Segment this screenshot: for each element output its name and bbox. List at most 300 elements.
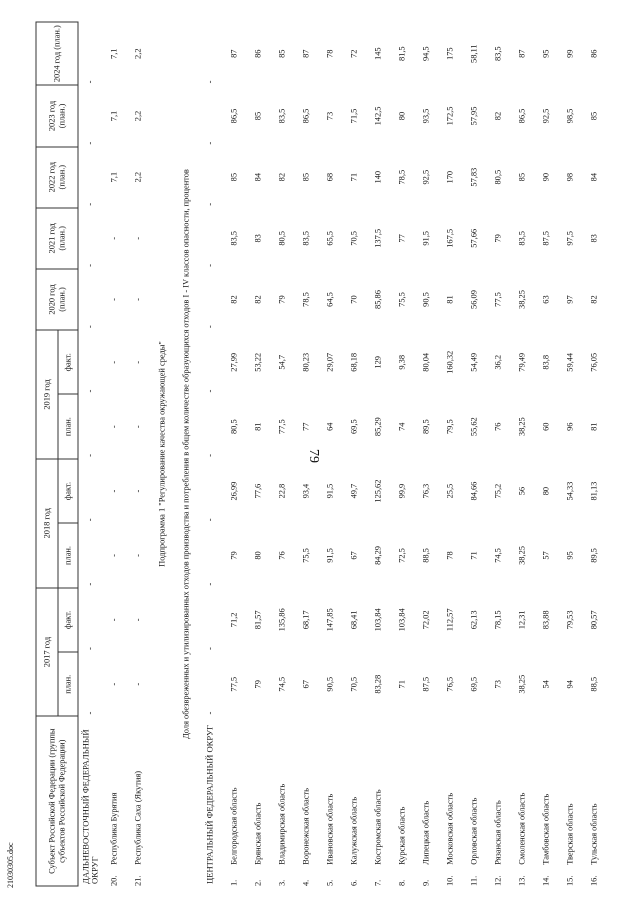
- value-cell: 82: [229, 295, 239, 304]
- subheader-plan: план.: [58, 523, 78, 587]
- value-cell: 68,41: [349, 610, 359, 630]
- value-cell: 54,49: [469, 352, 479, 372]
- region-name: Владимирская область: [277, 783, 287, 865]
- value-cell: 83,5: [493, 46, 503, 62]
- section-title: ДАЛЬНЕВОСТОЧНЫЙ ФЕДЕРАЛЬНЫЙ ОКРУГ: [80, 729, 100, 884]
- value-cell: 76,3: [421, 483, 431, 499]
- value-cell: 86: [589, 49, 599, 58]
- region-name: Костромская область: [373, 789, 383, 865]
- subheader-fact: факт.: [58, 459, 78, 523]
- value-cell: 57,66: [469, 228, 479, 248]
- region-name: Ивановская область: [325, 793, 335, 865]
- value-cell: 89,5: [589, 548, 599, 563]
- value-cell: 25,5: [445, 483, 455, 499]
- value-cell: -: [84, 325, 95, 329]
- value-cell: 81,13: [589, 481, 599, 501]
- value-cell: 77,6: [253, 483, 263, 499]
- table-row: [319, 22, 343, 886]
- value-cell: 71,5: [349, 108, 359, 124]
- value-cell: 79: [229, 551, 239, 560]
- value-cell: 86,5: [301, 108, 311, 124]
- value-cell: 172,5: [445, 106, 455, 126]
- region-name: Брянская область: [253, 802, 263, 865]
- value-cell: 79,53: [565, 610, 575, 630]
- region-name: Курская область: [397, 806, 407, 865]
- value-cell: 64,5: [325, 292, 335, 307]
- subject-column-header: Субъект Российской Федерации (группы субъектов Российской Федерации): [36, 716, 78, 886]
- row-number: 12.: [493, 875, 503, 886]
- value-cell: 49,7: [349, 483, 359, 499]
- value-cell: 82: [277, 172, 287, 182]
- value-cell: 69,5: [469, 676, 479, 692]
- value-cell: 99,9: [397, 483, 407, 499]
- value-cell: 71: [397, 680, 407, 689]
- value-cell: 77,5: [277, 419, 287, 435]
- value-cell: 54,33: [565, 481, 575, 501]
- value-cell: 91,5: [325, 548, 335, 563]
- value-cell: 85: [277, 49, 287, 58]
- value-cell: 82: [493, 111, 503, 121]
- value-cell: -: [109, 489, 119, 493]
- value-cell: 135,86: [277, 608, 287, 632]
- value-cell: 93,5: [421, 108, 431, 124]
- row-number: 11.: [469, 875, 479, 886]
- region-name: Республика Саха (Якутия): [133, 770, 143, 865]
- year-header-2017: 2017 год: [36, 588, 58, 717]
- value-cell: 38,25: [517, 546, 527, 565]
- value-cell: 79,49: [517, 352, 527, 372]
- value-cell: 73: [493, 680, 503, 689]
- value-cell: 68,17: [301, 610, 311, 630]
- region-name: Белгородская область: [229, 787, 239, 865]
- table-row: [439, 22, 463, 886]
- value-cell: 82: [253, 295, 263, 304]
- value-cell: -: [84, 141, 95, 145]
- value-cell: 81: [589, 422, 599, 431]
- value-cell: 7,1: [109, 110, 119, 122]
- value-cell: 9,38: [397, 354, 407, 370]
- year-header-2019: 2019 год: [36, 330, 58, 459]
- value-cell: 72,02: [421, 610, 431, 630]
- value-cell: 83,5: [229, 231, 239, 246]
- value-cell: 77: [397, 234, 407, 243]
- value-cell: 29,07: [325, 352, 335, 372]
- value-cell: 85: [517, 172, 527, 182]
- value-cell: 77,5: [493, 292, 503, 307]
- region-name: Тульская область: [589, 803, 599, 865]
- row-number: 8.: [397, 879, 407, 886]
- value-cell: 78: [325, 49, 335, 58]
- region-name: Орловская область: [469, 797, 479, 865]
- value-cell: 65,5: [325, 231, 335, 246]
- value-cell: -: [109, 618, 119, 622]
- value-cell: 54,7: [277, 354, 287, 370]
- value-cell: -: [109, 425, 119, 429]
- value-cell: 75,2: [493, 483, 503, 499]
- value-cell: 90,5: [325, 676, 335, 692]
- table-row: [535, 22, 559, 886]
- value-cell: 78,15: [493, 610, 503, 630]
- value-cell: 85: [301, 172, 311, 182]
- value-cell: 80,57: [589, 610, 599, 630]
- value-cell: 76,05: [589, 352, 599, 372]
- year-header-2022: 2022 год (план.): [36, 147, 78, 208]
- value-cell: 147,85: [325, 608, 335, 632]
- value-cell: 160,32: [445, 350, 455, 374]
- subprogram-title: Подпрограмма 1 "Регулирование качества окружающей среды": [157, 341, 167, 567]
- value-cell: 81: [253, 422, 263, 431]
- value-cell: 7,1: [109, 48, 119, 59]
- region-name: Московская область: [445, 792, 455, 865]
- value-cell: 86: [253, 49, 263, 58]
- value-cell: 72,5: [397, 548, 407, 563]
- value-cell: 60: [541, 422, 551, 431]
- row-number: 20.: [109, 875, 119, 886]
- value-cell: 55,62: [469, 417, 479, 437]
- value-cell: -: [204, 711, 215, 715]
- section-far-eastern: [78, 22, 103, 886]
- value-cell: -: [204, 80, 215, 84]
- value-cell: 88,5: [589, 676, 599, 692]
- table-row: [223, 22, 247, 886]
- value-cell: 77,5: [229, 676, 239, 692]
- value-cell: 68: [325, 172, 335, 182]
- value-cell: 79: [253, 680, 263, 689]
- subprogram-title-row: [151, 22, 175, 886]
- region-name: Липецкая область: [421, 800, 431, 865]
- value-cell: -: [109, 360, 119, 364]
- value-cell: 70,5: [349, 676, 359, 692]
- value-cell: 73: [325, 111, 335, 121]
- value-cell: 38,25: [517, 417, 527, 437]
- value-cell: -: [204, 518, 215, 522]
- value-cell: 7,1: [109, 171, 119, 183]
- value-cell: 125,62: [373, 479, 383, 503]
- value-cell: 79,5: [445, 419, 455, 435]
- value-cell: 81,57: [253, 610, 263, 630]
- indicator-title-row: [175, 22, 199, 886]
- table-row: [583, 22, 607, 886]
- value-cell: 79: [277, 295, 287, 304]
- table-row: [295, 22, 319, 886]
- value-cell: 85: [589, 111, 599, 121]
- table-row: [487, 22, 511, 886]
- region-name: Тамбовская область: [541, 793, 551, 865]
- value-cell: 87,5: [541, 231, 551, 246]
- value-cell: -: [84, 711, 95, 715]
- value-cell: 81: [445, 295, 455, 304]
- document-id: 21030305.doc: [6, 842, 15, 888]
- value-cell: 80,04: [421, 352, 431, 372]
- row-number: 9.: [421, 879, 431, 886]
- table-body: [78, 22, 607, 886]
- value-cell: -: [133, 236, 143, 240]
- value-cell: 90,5: [421, 292, 431, 307]
- row-number: 3.: [277, 879, 287, 886]
- table-header: [36, 22, 78, 886]
- table-row: [415, 22, 439, 886]
- row-number: 21.: [133, 875, 143, 886]
- value-cell: 83,5: [277, 108, 287, 124]
- value-cell: 84: [589, 172, 599, 182]
- value-cell: 82: [589, 295, 599, 304]
- value-cell: -: [133, 425, 143, 429]
- value-cell: 112,57: [445, 608, 455, 632]
- value-cell: 83,5: [517, 231, 527, 246]
- indicator-title: Доля обезвреженных и утилизированных отходов производства и потребления в общем количестве образующихся отходов I - IV классов опасности, процентов: [181, 169, 191, 739]
- subheader-plan: план.: [58, 394, 78, 458]
- value-cell: 80,5: [229, 419, 239, 435]
- subheader-plan: план.: [58, 652, 78, 716]
- value-cell: 71: [349, 172, 359, 182]
- value-cell: -: [109, 682, 119, 686]
- value-cell: 80,23: [301, 352, 311, 372]
- year-header-2024: 2024 год (план.): [36, 22, 78, 85]
- value-cell: 85: [253, 111, 263, 121]
- value-cell: -: [84, 202, 95, 206]
- value-cell: -: [109, 236, 119, 240]
- value-cell: 84: [253, 172, 263, 182]
- value-cell: 83,5: [301, 231, 311, 246]
- region-name: Республика Бурятия: [109, 792, 119, 865]
- value-cell: 80: [397, 111, 407, 121]
- indicator-table: [36, 22, 607, 887]
- row-number: 15.: [565, 875, 575, 886]
- value-cell: 71: [469, 551, 479, 560]
- rotated-table-page: [36, 22, 606, 887]
- value-cell: 80: [253, 551, 263, 560]
- value-cell: 70,5: [349, 231, 359, 246]
- year-header-2018: 2018 год: [36, 459, 58, 588]
- value-cell: 72: [349, 49, 359, 58]
- value-cell: -: [204, 141, 215, 145]
- table-row: [391, 22, 415, 886]
- row-number: 4.: [301, 879, 311, 886]
- row-number: 6.: [349, 879, 359, 886]
- value-cell: -: [109, 298, 119, 301]
- value-cell: 74,5: [493, 548, 503, 563]
- value-cell: 83: [253, 234, 263, 243]
- value-cell: -: [133, 682, 143, 686]
- value-cell: 75,5: [301, 548, 311, 563]
- value-cell: 22,8: [277, 483, 287, 499]
- value-cell: -: [133, 554, 143, 557]
- value-cell: 89,5: [421, 419, 431, 435]
- value-cell: -: [204, 454, 215, 457]
- table-row: [463, 22, 487, 886]
- year-header-2023: 2023 год (план.): [36, 85, 78, 146]
- subheader-fact: факт.: [58, 330, 78, 394]
- value-cell: 95: [565, 551, 575, 560]
- table-row: [247, 22, 271, 886]
- value-cell: 85,86: [373, 290, 383, 309]
- value-cell: 87: [517, 49, 527, 58]
- value-cell: 27,99: [229, 352, 239, 372]
- value-cell: 85: [229, 172, 239, 182]
- value-cell: 86,5: [517, 108, 527, 124]
- value-cell: -: [84, 582, 95, 586]
- value-cell: 92,5: [421, 169, 431, 185]
- value-cell: 76: [493, 422, 503, 431]
- value-cell: -: [204, 582, 215, 586]
- value-cell: 87,5: [421, 676, 431, 692]
- region-name: Воронежская область: [301, 788, 311, 865]
- value-cell: 53,22: [253, 352, 263, 372]
- value-cell: 79: [493, 234, 503, 243]
- table-row: [559, 22, 583, 886]
- value-cell: 92,5: [541, 108, 551, 124]
- value-cell: 95: [541, 49, 551, 58]
- value-cell: 2,2: [133, 110, 143, 122]
- row-number: 10.: [445, 875, 455, 886]
- value-cell: -: [204, 647, 215, 651]
- value-cell: 57,95: [469, 106, 479, 126]
- value-cell: 75,5: [397, 292, 407, 307]
- table-row: [103, 22, 127, 886]
- value-cell: 175: [445, 47, 455, 60]
- value-cell: 83,28: [373, 674, 383, 694]
- value-cell: 94: [565, 680, 575, 689]
- value-cell: 84,66: [469, 481, 479, 501]
- value-cell: 71,2: [229, 612, 239, 628]
- value-cell: -: [133, 489, 143, 493]
- value-cell: -: [133, 360, 143, 364]
- value-cell: 36,2: [493, 354, 503, 370]
- value-cell: 2,2: [133, 48, 143, 59]
- year-header-2021: 2021 год (план.): [36, 208, 78, 269]
- row-number: 2.: [253, 879, 263, 886]
- value-cell: 140: [373, 170, 383, 184]
- value-cell: 69,5: [349, 419, 359, 435]
- value-cell: 12,31: [517, 610, 527, 630]
- value-cell: 38,25: [517, 674, 527, 694]
- value-cell: 93,4: [301, 483, 311, 499]
- value-cell: 129: [373, 356, 383, 369]
- value-cell: -: [109, 554, 119, 557]
- value-cell: 137,5: [373, 228, 383, 248]
- page-number: 79: [306, 449, 321, 463]
- region-name: Рязанская область: [493, 800, 503, 865]
- row-number: 13.: [517, 875, 527, 886]
- value-cell: 99: [565, 49, 575, 58]
- value-cell: 145: [373, 47, 383, 60]
- value-cell: 91,5: [421, 231, 431, 246]
- table-row: [511, 22, 535, 886]
- value-cell: 78: [445, 551, 455, 560]
- value-cell: 103,84: [397, 608, 407, 632]
- value-cell: 103,84: [373, 608, 383, 632]
- value-cell: 80,5: [277, 231, 287, 246]
- value-cell: -: [84, 264, 95, 267]
- value-cell: 57,83: [469, 167, 479, 187]
- value-cell: -: [84, 647, 95, 651]
- value-cell: 88,5: [421, 548, 431, 563]
- value-cell: 142,5: [373, 106, 383, 126]
- value-cell: 98: [565, 172, 575, 182]
- value-cell: 83: [589, 234, 599, 243]
- value-cell: 76,5: [445, 676, 455, 692]
- value-cell: 97,5: [565, 231, 575, 246]
- table-row: [343, 22, 367, 886]
- value-cell: 97: [565, 295, 575, 304]
- value-cell: 62,13: [469, 610, 479, 630]
- value-cell: 74: [397, 422, 407, 431]
- value-cell: 38,25: [517, 290, 527, 309]
- value-cell: 81,5: [397, 46, 407, 62]
- value-cell: 64: [325, 422, 335, 431]
- value-cell: 70: [349, 295, 359, 304]
- value-cell: 74,5: [277, 676, 287, 692]
- region-name: Смоленская область: [517, 792, 527, 865]
- value-cell: -: [204, 389, 215, 393]
- table-row: [271, 22, 295, 886]
- row-number: 16.: [589, 875, 599, 886]
- value-cell: 68,18: [349, 352, 359, 372]
- value-cell: -: [204, 325, 215, 329]
- value-cell: 67: [301, 680, 311, 689]
- value-cell: 77: [301, 422, 311, 431]
- value-cell: 83,88: [541, 610, 551, 630]
- value-cell: 67: [349, 551, 359, 560]
- value-cell: 96: [565, 422, 575, 431]
- value-cell: 86,5: [229, 108, 239, 124]
- value-cell: 85,29: [373, 417, 383, 437]
- value-cell: 78,5: [397, 169, 407, 185]
- value-cell: 84,29: [373, 546, 383, 565]
- value-cell: 90: [541, 172, 551, 182]
- table-row: [127, 22, 151, 886]
- value-cell: 170: [445, 170, 455, 184]
- value-cell: 76: [277, 551, 287, 560]
- value-cell: 56,09: [469, 290, 479, 309]
- row-number: 7.: [373, 879, 383, 886]
- row-number: 1.: [229, 879, 239, 886]
- row-number: 5.: [325, 879, 335, 886]
- value-cell: 78,5: [301, 292, 311, 307]
- value-cell: 54: [541, 680, 551, 689]
- section-central: [199, 22, 223, 886]
- section-title: ЦЕНТРАЛЬНЫЙ ФЕДЕРАЛЬНЫЙ ОКРУГ: [204, 724, 215, 884]
- value-cell: 57: [541, 551, 551, 560]
- value-cell: 56: [517, 486, 527, 496]
- value-cell: 26,99: [229, 481, 239, 501]
- value-cell: -: [84, 518, 95, 522]
- value-cell: 58,11: [469, 44, 479, 63]
- value-cell: -: [204, 264, 215, 267]
- value-cell: -: [204, 202, 215, 206]
- value-cell: -: [84, 389, 95, 393]
- value-cell: 167,5: [445, 228, 455, 248]
- value-cell: 87: [301, 49, 311, 58]
- value-cell: 91,5: [325, 483, 335, 499]
- value-cell: 87: [229, 49, 239, 58]
- subheader-fact: факт.: [58, 588, 78, 652]
- region-name: Калужская область: [349, 796, 359, 865]
- row-number: 14.: [541, 875, 551, 886]
- value-cell: -: [84, 454, 95, 457]
- value-cell: -: [133, 618, 143, 622]
- value-cell: -: [133, 298, 143, 301]
- value-cell: 94,5: [421, 46, 431, 62]
- year-header-2020: 2020 год (план.): [36, 269, 78, 330]
- value-cell: 80: [541, 486, 551, 496]
- value-cell: 98,5: [565, 108, 575, 124]
- value-cell: 80,5: [493, 169, 503, 185]
- value-cell: 2,2: [133, 171, 143, 183]
- region-name: Тверская область: [565, 803, 575, 865]
- value-cell: 83,8: [541, 354, 551, 370]
- table-row: [367, 22, 391, 886]
